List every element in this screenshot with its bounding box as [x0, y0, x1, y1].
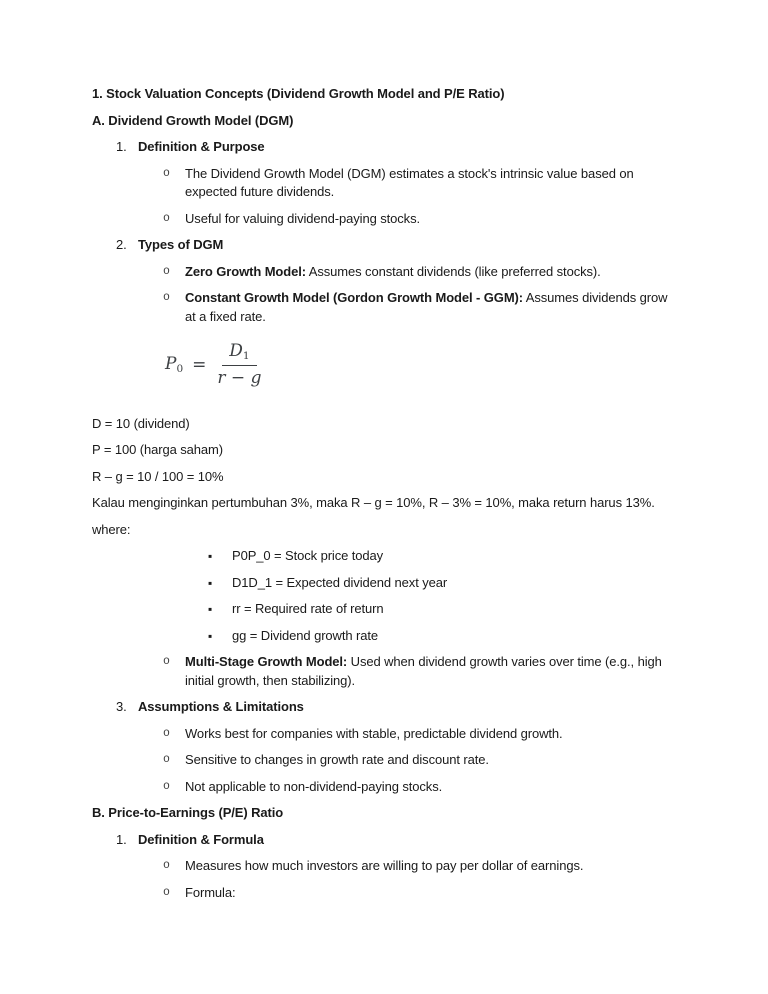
section-heading — [92, 804, 676, 823]
text-run: R – g = 10 / 100 = 10% — [92, 468, 224, 484]
list-number-marker: 1. — [116, 831, 127, 847]
bold-text-run: Zero Growth Model: — [185, 263, 306, 279]
text-run: D1D_1 = Expected dividend next year — [232, 574, 448, 590]
square-bullet-item — [92, 547, 676, 566]
bold-text-run: A. Dividend Growth Model (DGM) — [92, 112, 294, 128]
text-run: Formula: — [185, 884, 236, 900]
circle-bullet-item — [92, 653, 676, 690]
circle-bullet-item — [92, 857, 676, 876]
circle-bullet-item — [92, 210, 676, 229]
gordon-growth-formula — [165, 342, 676, 389]
text-content — [232, 574, 676, 593]
bold-text-run: Multi-Stage Growth Model: — [185, 654, 348, 670]
text-content — [185, 210, 676, 229]
formula-fraction — [215, 342, 263, 389]
bold-text-run: Definition & Formula — [138, 831, 264, 847]
text-content — [185, 289, 676, 326]
text-content — [185, 165, 676, 202]
square-bullet-item — [92, 600, 676, 619]
text-run: D = 10 (dividend) — [92, 415, 190, 431]
text-run: gg = Dividend growth rate — [232, 627, 379, 643]
text-run: Useful for valuing dividend-paying stocks. — [185, 210, 420, 226]
section-heading — [92, 85, 676, 104]
text-run: rr = Required rate of return — [232, 601, 384, 617]
text-run: Works best for companies with stable, predictable dividend growth. — [185, 725, 563, 741]
list-number-marker: 2. — [116, 237, 127, 252]
circle-bullet-icon: o — [163, 166, 170, 180]
circle-bullet-item — [92, 289, 676, 326]
square-bullet-item — [92, 627, 676, 646]
text-content — [185, 751, 676, 770]
circle-bullet-item — [92, 263, 676, 282]
numbered-list-item — [92, 698, 676, 717]
square-bullet-icon: ▪ — [208, 575, 213, 590]
text-content — [92, 804, 676, 823]
formula-lhs-symbol: P — [165, 354, 177, 375]
formula-numerator — [222, 342, 256, 366]
text-content — [185, 778, 676, 797]
section-heading — [92, 112, 676, 131]
text-run: Used when dividend growth varies over time (e.g., high initial growth, then stabilizing). — [185, 654, 662, 688]
text-content — [138, 138, 676, 157]
formula-denominator: r − g — [217, 368, 262, 389]
circle-bullet-icon: o — [163, 726, 170, 740]
bold-text-run: Types of DGM — [138, 237, 224, 252]
text-content — [92, 468, 676, 487]
text-run: P = 100 (harga saham) — [92, 442, 223, 458]
text-run: Measures how much investors are willing to pay per dollar of earnings. — [185, 858, 584, 874]
numbered-list-item — [92, 138, 676, 157]
numbered-list-item — [92, 236, 676, 255]
bold-text-run: 1. Stock Valuation Concepts (Dividend Growth Model and P/E Ratio) — [92, 86, 505, 101]
text-content — [185, 857, 676, 876]
text-content — [138, 831, 676, 850]
text-content — [185, 263, 676, 282]
text-content — [232, 547, 676, 566]
text-content — [92, 85, 676, 104]
text-content — [185, 653, 676, 690]
circle-bullet-item — [92, 778, 676, 797]
formula-lhs-subscript: 0 — [176, 363, 184, 376]
text-run: Assumes dividends grow at a fixed rate. — [185, 290, 668, 324]
circle-bullet-icon: o — [163, 779, 170, 793]
circle-bullet-item — [92, 725, 676, 744]
numbered-list-item — [92, 831, 676, 850]
text-run: Not applicable to non-dividend-paying stocks. — [185, 778, 443, 794]
paragraph — [92, 415, 676, 434]
square-bullet-icon: ▪ — [208, 602, 213, 617]
paragraph — [92, 468, 676, 487]
circle-bullet-item — [92, 751, 676, 770]
formula-numerator-subscript: 1 — [242, 350, 250, 362]
circle-bullet-item — [92, 165, 676, 202]
formula-stock-price-term — [165, 355, 183, 375]
text-run: The Dividend Growth Model (DGM) estimates a stock's intrinsic value based on expected future dividends. — [185, 165, 634, 199]
square-bullet-icon: ▪ — [208, 549, 213, 564]
text-content — [92, 521, 676, 540]
text-content — [92, 112, 676, 131]
text-run: where: — [92, 521, 131, 537]
circle-bullet-icon: o — [163, 753, 170, 767]
text-content — [232, 600, 676, 619]
bold-text-run: B. Price-to-Earnings (P/E) Ratio — [92, 805, 284, 821]
text-content — [185, 725, 676, 744]
text-run: Sensitive to changes in growth rate and discount rate. — [185, 752, 489, 768]
square-bullet-item — [92, 574, 676, 593]
text-run: Kalau menginginkan pertumbuhan 3%, maka R – g = 10%, R – 3% = 10%, maka return harus 13%. — [92, 495, 655, 511]
text-content — [185, 884, 676, 903]
formula-equals-sign: = — [192, 354, 207, 375]
text-content — [92, 441, 676, 460]
text-content — [92, 494, 676, 513]
circle-bullet-icon: o — [163, 655, 170, 669]
text-run: Assumes constant dividends (like preferred stocks). — [305, 263, 601, 279]
bold-text-run: Assumptions & Limitations — [138, 699, 304, 715]
text-content — [138, 698, 676, 717]
text-content — [92, 415, 676, 434]
circle-bullet-icon: o — [163, 859, 170, 873]
list-number-marker: 3. — [116, 699, 127, 715]
text-content — [232, 627, 676, 646]
circle-bullet-icon: o — [163, 291, 170, 304]
list-number-marker: 1. — [116, 139, 127, 154]
circle-bullet-icon: o — [163, 264, 170, 278]
square-bullet-icon: ▪ — [208, 628, 213, 643]
paragraph — [92, 441, 676, 460]
circle-bullet-item — [92, 884, 676, 903]
bold-text-run: Definition & Purpose — [138, 139, 265, 154]
text-content — [138, 236, 676, 255]
paragraph — [92, 521, 676, 540]
circle-bullet-icon: o — [163, 885, 170, 899]
formula-dividend-symbol: D — [229, 341, 243, 361]
circle-bullet-icon: o — [163, 211, 170, 225]
paragraph — [92, 494, 676, 513]
text-run: P0P_0 = Stock price today — [232, 548, 384, 564]
bold-text-run: Constant Growth Model (Gordon Growth Model - GGM): — [185, 290, 524, 305]
